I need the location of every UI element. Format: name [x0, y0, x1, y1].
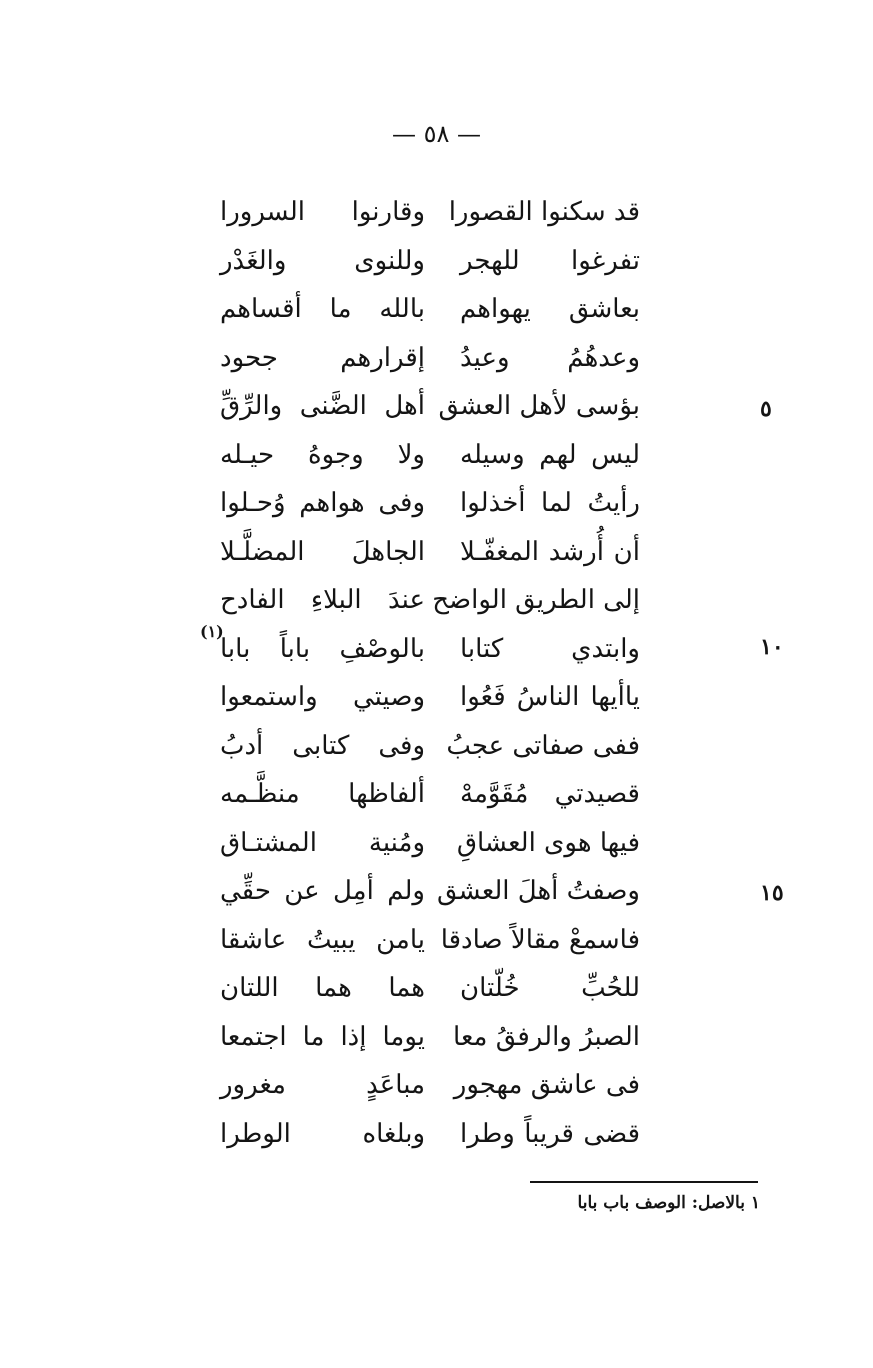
second-hemistich: مباعَدٍ مغرور [220, 1070, 425, 1100]
line-number-10: ١٠ [760, 634, 784, 660]
first-hemistich: ففى صفاتى عجبُ [446, 730, 640, 761]
first-hemistich: فاسمعْ مقالاً صادقا [440, 924, 640, 955]
second-hemistich: وفى هواهم وُحـلوا [220, 488, 425, 518]
verse-block [220, 188, 640, 1158]
second-hemistich: إقرارهم جحود [220, 342, 425, 373]
first-hemistich: بعاشق يهواهم [460, 294, 640, 324]
verse-line [220, 625, 640, 674]
verse-line [220, 819, 640, 868]
second-hemistich: وبلغاه الوطرا [220, 1118, 425, 1149]
verse-line [220, 916, 640, 965]
verse-line [220, 237, 640, 286]
second-hemistich: ولا وجوهُ حيـله [220, 439, 425, 470]
second-hemistich: الجاهلَ المضلَّـلا [220, 536, 425, 567]
second-hemistich: وفى كتابى أدبُ [220, 730, 425, 761]
first-hemistich: فى عاشق مهجور [453, 1070, 640, 1100]
line-number-5: ٥ [760, 396, 772, 422]
first-hemistich: قد سكنوا القصورا [448, 197, 640, 227]
first-hemistich: إلى الطريق الواضح [432, 585, 640, 615]
first-hemistich: تفرغوا للهجر [460, 245, 640, 276]
second-hemistich: وصيتي واستمعوا [220, 682, 425, 712]
second-hemistich: عندَ البلاءِ الفادح [220, 585, 425, 615]
second-hemistich: هما هما اللتان [220, 973, 425, 1003]
verse-line [220, 867, 640, 916]
first-hemistich: وصفتُ أهلَ العشق [436, 876, 640, 906]
first-hemistich: ليس لهم وسيله [460, 439, 640, 470]
second-hemistich: يامن يبيتُ عاشقا [220, 924, 425, 955]
verse-line [220, 285, 640, 334]
first-hemistich: رأيتُ لما أخذلوا [460, 488, 640, 518]
footnote-marker: (١) [200, 622, 224, 641]
verse-line [220, 964, 640, 1013]
verse-line [220, 1110, 640, 1159]
first-hemistich: قضى قريباً وطرا [460, 1118, 640, 1149]
first-hemistich: أن أُرشد المغفّـلا [460, 536, 640, 567]
first-hemistich: فيها هوى العشاقِ [456, 827, 640, 858]
verse-line [220, 334, 640, 383]
first-hemistich: الصبرُ والرفقُ معا [453, 1021, 640, 1052]
first-hemistich: وعدهُمُ وعيدُ [460, 342, 640, 373]
second-hemistich: بالله ما أقساهم [220, 294, 425, 324]
first-hemistich: قصيدتي مُقَوَّمهْ [460, 779, 640, 809]
second-hemistich: يوما إذا ما اجتمعا [220, 1021, 425, 1052]
verse-line [220, 770, 640, 819]
second-hemistich: وقارنوا السرورا [220, 197, 425, 227]
verse-line [220, 1061, 640, 1110]
first-hemistich: وابتدي كتابا [460, 633, 640, 664]
page-number: — ٥٨ — [391, 120, 482, 148]
second-hemistich: بالوصْفِ باباً بابا [220, 633, 425, 664]
first-hemistich: ياأيها الناسُ فَعُوا [460, 682, 640, 712]
second-hemistich: ولم أمِل عن حقِّي [220, 876, 425, 906]
verse-line [220, 431, 640, 480]
verse-line [220, 1013, 640, 1062]
verse-line [220, 479, 640, 528]
verse-line [220, 576, 640, 625]
first-hemistich: للحُبِّ خُلّتان [460, 973, 640, 1003]
footnote-divider [530, 1181, 758, 1183]
verse-line [220, 722, 640, 771]
line-number-15: ١٥ [760, 880, 784, 906]
first-hemistich: بؤسى لأهل العشق [438, 391, 640, 421]
second-hemistich: ومُنية المشتـاق [220, 827, 425, 858]
verse-line [220, 188, 640, 237]
second-hemistich: أهل الضَّنى والرِّقِّ [220, 391, 425, 421]
footnote-text: ١ بالاصل: الوصف باب بابا [577, 1193, 760, 1213]
second-hemistich: ألفاظها منظَّـمه [220, 779, 425, 809]
verse-line [220, 528, 640, 577]
verse-line [220, 673, 640, 722]
verse-line [220, 382, 640, 431]
second-hemistich: وللنوى والغَدْر [220, 245, 425, 276]
